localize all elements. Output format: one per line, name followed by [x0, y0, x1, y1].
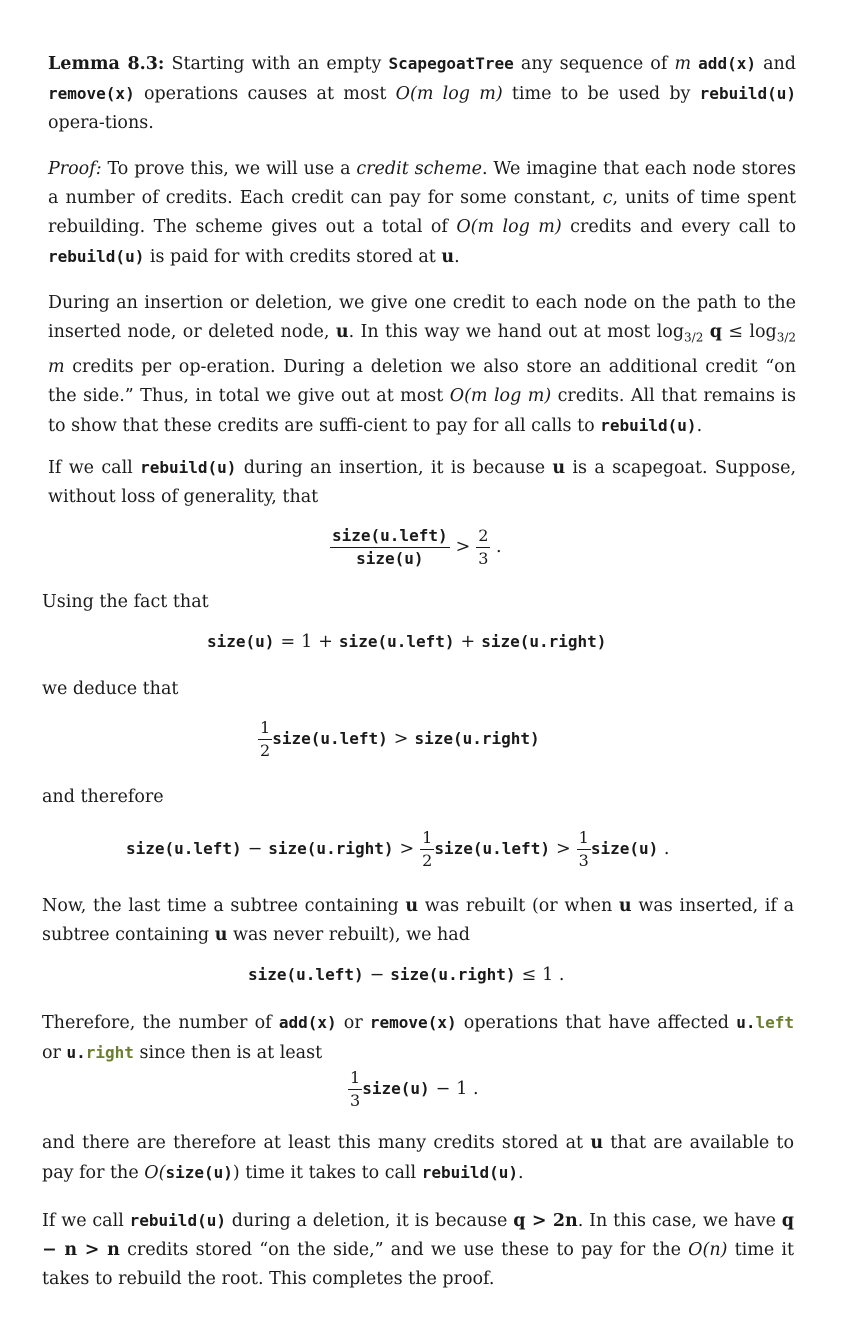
lemma-heading: Lemma 8.3:: [48, 54, 165, 74]
lemma-statement: Lemma 8.3: Starting with an empty ScapegoatTree any sequence of m add(x) and remove(x) operations causes at most O(m log m) time to be used by rebuild(u) opera-tions.: [48, 54, 796, 133]
proof-paragraph-4: Now, the last time a subtree containing u was rebuilt (or when u was inserted, if a subtree containing u was never rebuilt), we had: [42, 896, 794, 945]
equation-4: size(u.left) − size(u.right) > $\frac{1}{2}$ size(u.left) > $\frac{1}{3}$ size(u) .: [126, 828, 670, 870]
field-right: right: [85, 1043, 134, 1062]
proof-label: Proof:: [48, 159, 102, 179]
equation-1: $\frac{\text{size(u.left)}}{\text{size(u)}}$ > $\frac{2}{3}$ .: [332, 526, 502, 568]
field-left: left: [755, 1013, 794, 1032]
equation-3: $\frac{1}{2}$ size(u.left) > size(u.right): [260, 718, 540, 760]
proof-paragraph-1: Proof: To prove this, we will use a credit scheme. We imagine that each node stores a number of credits. Each credit can pay for some constant, c, units of time spent rebuilding. The scheme gives out a total of O(m log m) credits and every call to rebuild(u) is paid for with credits stored at u.: [48, 159, 797, 267]
equation-2: size(u) = 1 + size(u.left) + size(u.right): [207, 632, 607, 652]
equation-5: size(u.left) − size(u.right) ≤ 1 .: [248, 965, 565, 985]
credit-scheme-term: credit scheme: [356, 159, 482, 179]
proof-paragraph-6: and there are therefore at least this many credits stored at u that are available to pay for the O(size(u)) time it takes to call rebuild(u).: [42, 1133, 794, 1183]
code-rebuild: rebuild(u): [699, 84, 796, 103]
code-scapegoattree: ScapegoatTree: [388, 54, 514, 73]
equation-6: $\frac{1}{3}$ size(u) − 1 .: [350, 1068, 479, 1110]
proof-paragraph-7: If we call rebuild(u) during a deletion, it is because q > 2n. In this case, we have q − n > n credits stored “on the side,” and we use these to pay for the O(n) time it takes to rebuild the root. This completes the proof.: [42, 1211, 795, 1289]
deduce-text: we deduce that: [42, 679, 179, 699]
therefore-text: and therefore: [42, 787, 164, 807]
code-add: add(x): [698, 54, 756, 73]
using-fact-text: Using the fact that: [42, 592, 209, 612]
proof-paragraph-5: Therefore, the number of add(x) or remove(x) operations that have affected u.left or u.right since then is at least: [42, 1013, 794, 1063]
proof-paragraph-3: If we call rebuild(u) during an insertion, it is because u is a scapegoat. Suppose, without loss of generality, that: [48, 458, 797, 507]
code-remove: remove(x): [48, 84, 135, 103]
big-o: O(m log m): [395, 84, 503, 104]
proof-paragraph-2: During an insertion or deletion, we give one credit to each node on the path to the inserted node, or deleted node, u. In this way we hand out at most $\log_{3/2} q \le \log_{3/2} m$ credits per op-eration. During a deletion we also store an additional credit “on the side.” Thus, in total we give out at most O(m log m) credits. All that remains is to show that these credits are suffi-cient to pay for all calls to rebuild(u).: [48, 293, 797, 436]
